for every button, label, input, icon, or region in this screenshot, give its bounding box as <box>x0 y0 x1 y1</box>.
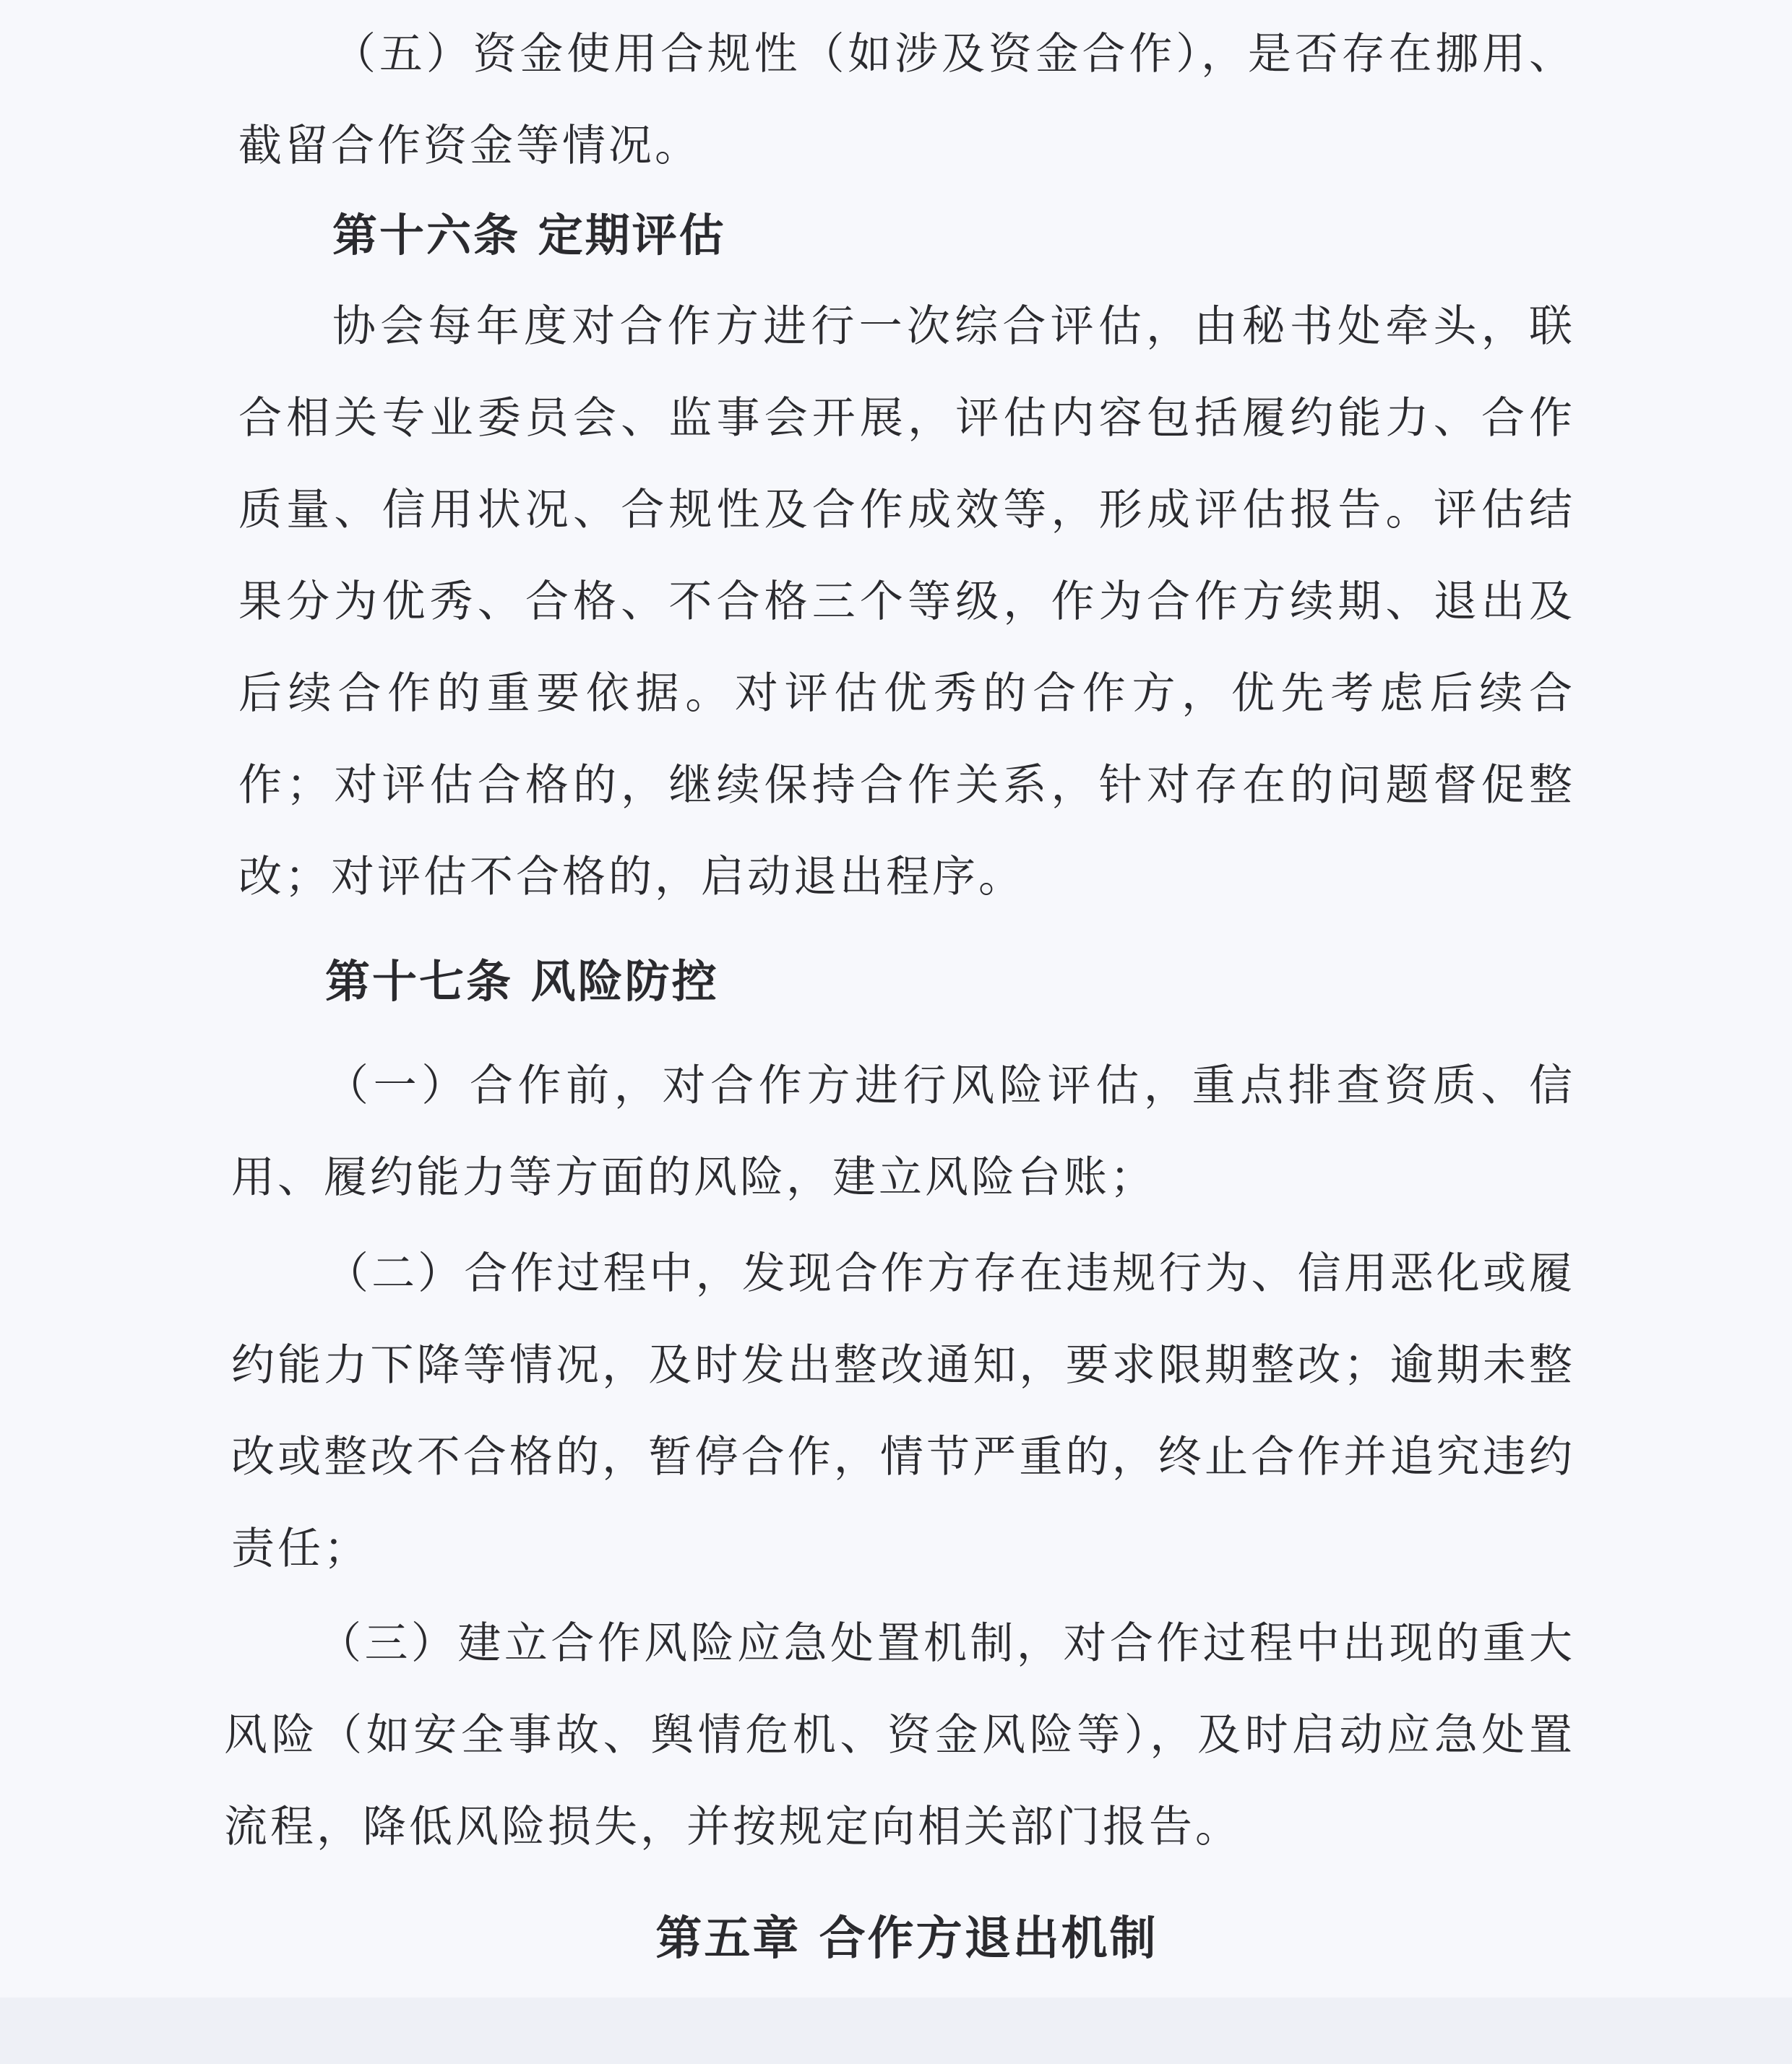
article-17-item-2: （二）合作过程中，发现合作方存在违规行为、信用恶化或履约能力下降等情况，及时发出整改通知，要求限期整改；逾期未整改或整改不合格的，暂停合作，情节严重的，终止合作并追究违约责任； <box>231 1248 1575 1574</box>
article-17-item-1: （一）合作前，对合作方进行风险评估，重点排查资质、信用、履约能力等方面的风险，建立风险台账； <box>231 1061 1575 1203</box>
article-17-heading: 第十七条 风险防控 <box>325 955 719 1008</box>
article-16-body-block <box>238 281 1575 923</box>
clause-5-block <box>238 9 1575 192</box>
article-17-heading-block <box>231 936 1575 1027</box>
chapter-5-heading: 第五章 合作方退出机制 <box>655 1912 1158 1966</box>
clause-5-paragraph: （五）资金使用合规性（如涉及资金合作），是否存在挪用、截留合作资金等情况。 <box>238 29 1575 171</box>
article-17-item-2-block <box>231 1228 1575 1595</box>
article-16-heading: 第十六条 定期评估 <box>332 209 726 262</box>
chapter-5-heading-block <box>238 1888 1575 1990</box>
article-17-item-1-block <box>231 1040 1575 1224</box>
article-16-paragraph: 协会每年度对合作方进行一次综合评估，由秘书处牵头，联合相关专业委员会、监事会开展，评估内容包括履约能力、合作质量、信用状况、合规性及合作成效等，形成评估报告。评估结果分为优秀、合格、不合格三个等级，作为合作方续期、退出及后续合作的重要依据。对评估优秀的合作方，优先考虑后续合作；对评估合格的，继续保持合作关系，针对存在的问题督促整改；对评估不合格的，启动退出程序。 <box>238 301 1575 902</box>
article-17-item-3: （三）建立合作风险应急处置机制，对合作过程中出现的重大风险（如安全事故、舆情危机、资金风险等），及时启动应急处置流程，降低风险损失，并按规定向相关部门报告。 <box>224 1618 1575 1852</box>
article-17-item-3-block <box>224 1598 1575 1873</box>
article-16-heading-block <box>238 189 1575 281</box>
scan-bottom-edge <box>0 1998 1792 2064</box>
